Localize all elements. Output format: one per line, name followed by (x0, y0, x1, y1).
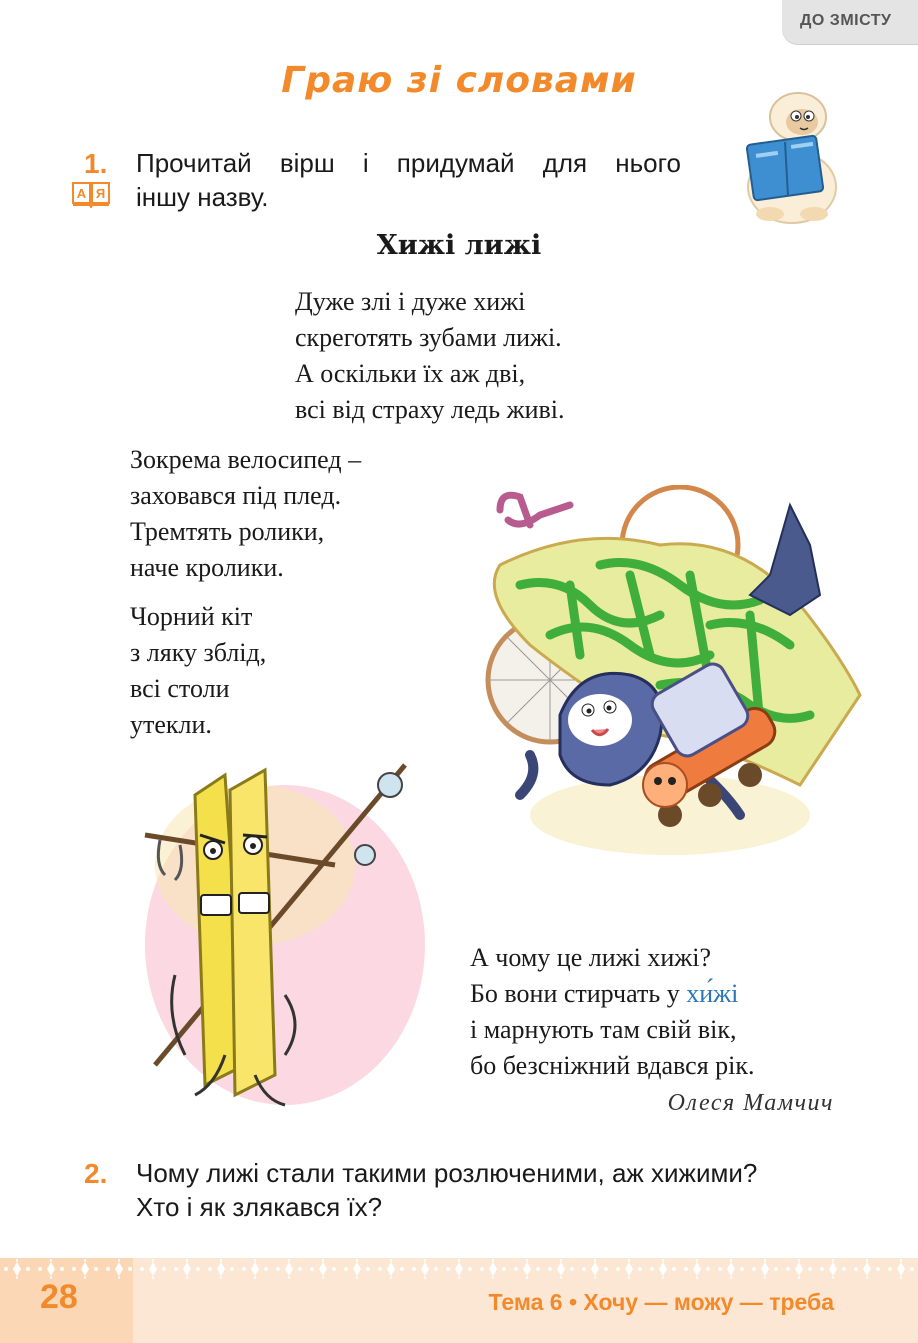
stanza-1-line: всі від страху ледь живі. (295, 395, 565, 424)
stanza-3-line: Чорний кіт (130, 602, 253, 631)
cat-bicycle-blanket-illustration (460, 485, 880, 885)
stanza-4 (470, 940, 755, 1084)
page-number: 28 (40, 1278, 78, 1316)
stanza-3-line: всі столи (130, 674, 230, 703)
svg-text:Я: Я (95, 186, 106, 201)
stanza-1-line: А оскільки їх аж дві, (295, 359, 526, 388)
topic-title: Тема 6 • Хочу — можу — треба (488, 1289, 834, 1315)
stanza-1 (295, 284, 565, 428)
ornament-border (0, 1258, 918, 1280)
stanza-4-line: і марнують там свій вік, (470, 1015, 737, 1044)
task-1-text (136, 146, 681, 214)
stanza-3-line: утекли. (130, 710, 212, 739)
stanza-2-line: наче кролики. (130, 553, 284, 582)
toc-button[interactable] (782, 0, 918, 44)
stanza-4-line-prefix: Бо вони стирчать у (470, 979, 687, 1008)
stanza-1-line: скреготять зубами лижі. (295, 323, 562, 352)
stanza-3-line: з ляку зблід, (130, 638, 267, 667)
task-2-text (136, 1156, 757, 1224)
sheep-reading-illustration (740, 82, 840, 227)
task-2-line-1: Чому лижі стали такими розлюченими, аж хижими? (136, 1158, 758, 1188)
poem-author: Олеся Мамчич (667, 1090, 834, 1116)
angry-skis-illustration (135, 755, 435, 1120)
task-1-line-1: Прочитай вірш і придумай для нього (136, 148, 681, 178)
stanza-4-line (470, 976, 755, 1012)
poem-title: Хижі лижі (376, 230, 542, 261)
alphabet-book-icon (72, 182, 110, 208)
stanza-3 (130, 599, 266, 743)
stanza-4-line: бо безсніжний вдався рік. (470, 1051, 755, 1080)
page-title: Граю зі словами (281, 60, 637, 101)
stanza-2 (130, 442, 361, 586)
svg-text:А: А (76, 186, 87, 201)
task-2-number: 2. (84, 1158, 108, 1189)
stanza-2-line: Тремтять ролики, (130, 517, 325, 546)
stanza-1-line: Дуже злі і дуже хижі (295, 287, 526, 316)
stanza-2-line: Зокрема велосипед – (130, 445, 362, 474)
task-1-line-2: іншу назву. (136, 182, 269, 212)
stanza-4-line: А чому це лижі хижі? (470, 943, 711, 972)
toc-button-label: ДО ЗМІСТУ (800, 12, 892, 29)
stanza-2-line: заховався під плед. (130, 481, 342, 510)
highlighted-word: хи́жі (686, 979, 739, 1008)
task-2-line-2: Хто і як злякався їх? (136, 1192, 383, 1222)
task-1-number: 1. (84, 148, 108, 179)
